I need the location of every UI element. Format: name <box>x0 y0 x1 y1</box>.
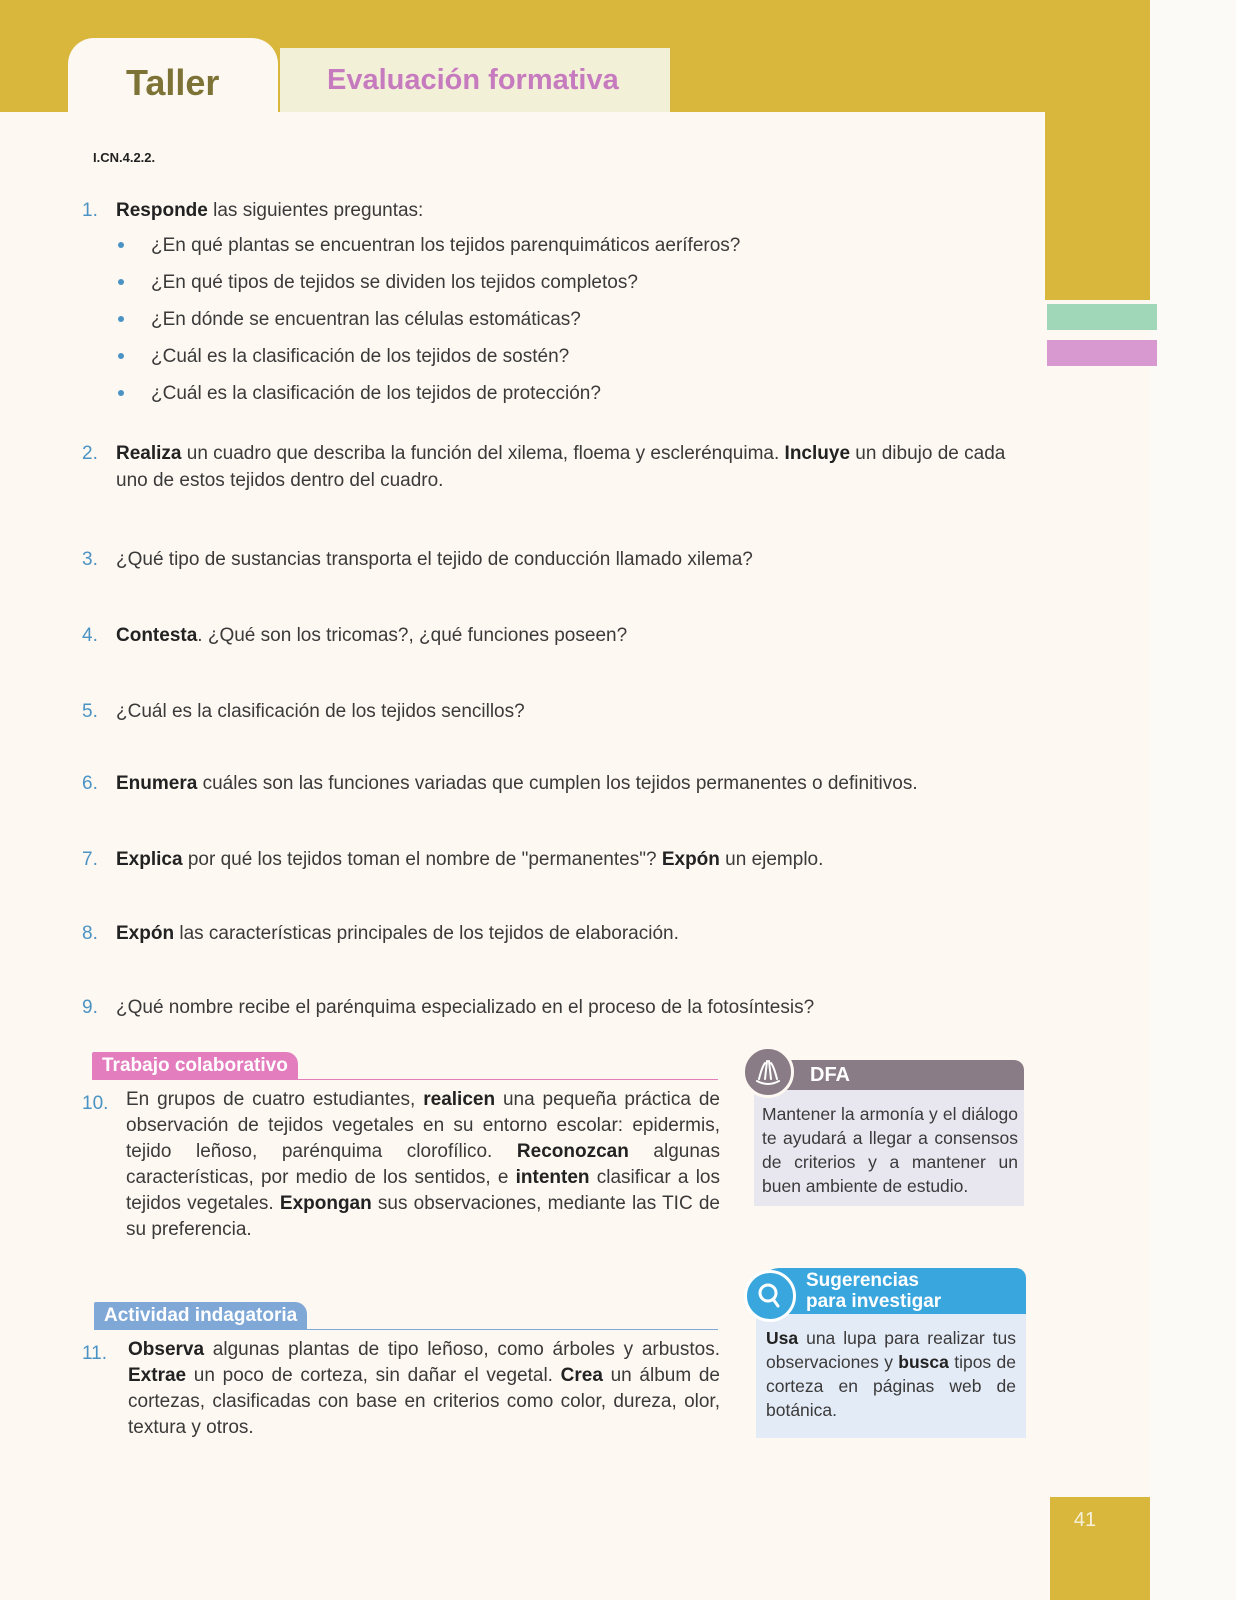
bullet-text: ¿Cuál es la clasificación de los tejidos de protección? <box>151 383 601 404</box>
question-verb: intenten <box>515 1167 590 1188</box>
collaborative-work-rule <box>92 1079 718 1080</box>
question-text: un álbum de cortezas, clasificadas con base en criterios como color, dureza, olor, textura y otros. <box>128 1365 720 1438</box>
question-number: 6. <box>82 773 98 794</box>
suggestions-text <box>766 1326 1016 1422</box>
question-verb: Explica <box>116 849 183 870</box>
question-text: sus observaciones, mediante las TIC de su preferencia. <box>126 1193 720 1240</box>
question-verb: realicen <box>423 1089 496 1110</box>
bullet-dot <box>118 242 124 248</box>
question-number: 7. <box>82 849 98 870</box>
bullet-text: ¿En dónde se encuentran las células estomáticas? <box>151 309 581 330</box>
dfa-title: DFA <box>810 1064 850 1086</box>
bullet-dot <box>118 316 124 322</box>
page-edge <box>1150 0 1236 1600</box>
inquiry-activity-rule <box>94 1329 718 1330</box>
list-item <box>118 269 818 306</box>
magnifier-icon <box>744 1270 796 1322</box>
question-verb: Responde <box>116 200 208 221</box>
question-text-2: un dibujo de cada uno de estos tejidos dentro del cuadro. <box>116 443 1006 491</box>
bullet-dot <box>118 279 124 285</box>
collaborative-work-heading: Trabajo colaborativo <box>92 1052 298 1080</box>
list-item <box>118 306 818 343</box>
question-text: las siguientes preguntas: <box>207 200 424 221</box>
question-text: ¿Qué tipo de sustancias transporta el tejido de conducción llamado xilema? <box>116 549 753 570</box>
question-verb: Reconozcan <box>516 1141 629 1162</box>
taller-label: Taller <box>126 62 220 103</box>
suggestions-title-line-1: Sugerencias <box>806 1270 919 1291</box>
bullet-text: ¿Cuál es la clasificación de los tejidos de sostén? <box>151 346 570 367</box>
list-item <box>118 232 818 269</box>
question-number: 11. <box>82 1343 108 1364</box>
page-number-box <box>1050 1497 1150 1600</box>
question-verb: Enumera <box>116 773 198 794</box>
question-number: 8. <box>82 923 98 944</box>
list-item <box>118 343 818 380</box>
question-number: 10. <box>82 1093 109 1114</box>
suggestion-verb: busca <box>898 1352 949 1372</box>
question-verb: Expón <box>116 923 175 944</box>
question-text: cuáles son las funciones variadas que cumplen los tejidos permanentes o definitivos. <box>197 773 918 794</box>
question-number: 5. <box>82 701 98 722</box>
question-text: algunas características, por medio de los sentidos, e <box>126 1141 720 1188</box>
section-title: Evaluación formativa <box>327 64 619 96</box>
bullet-dot <box>118 390 124 396</box>
question-text: . ¿Qué son los tricomas?, ¿qué funciones poseen? <box>197 625 628 646</box>
question-text: ¿Cuál es la clasificación de los tejidos sencillos? <box>116 701 525 722</box>
suggestion-text: tipos de corteza en páginas web de botánica. <box>766 1352 1016 1420</box>
taller-tab <box>68 38 278 128</box>
list-item <box>118 380 818 417</box>
question-text: un cuadro que describa la función del xilema, floema y esclerénquima. <box>181 443 785 464</box>
question-number: 3. <box>82 549 98 570</box>
question-verb: Observa <box>128 1339 205 1360</box>
bullet-text: ¿En qué tipos de tejidos se dividen los tejidos completos? <box>151 272 638 293</box>
question-verb: Crea <box>560 1365 603 1386</box>
accent-tab-green <box>1047 304 1157 330</box>
dfa-header <box>774 1060 1024 1090</box>
right-band <box>1045 0 1150 300</box>
question-text: una pequeña práctica de observación de tejidos vegetales en su entorno escolar: epidermis, tejido leñoso, parénquima clorofílico. <box>126 1089 720 1162</box>
bullet-text: ¿En qué plantas se encuentran los tejidos parenquimáticos aeríferos? <box>151 235 741 256</box>
hands-icon <box>742 1046 794 1098</box>
question-number: 2. <box>82 443 98 464</box>
question-text: algunas plantas de tipo leñoso, como árboles y arbustos. <box>204 1339 720 1360</box>
question-number: 4. <box>82 625 98 646</box>
question-verb-2: Expón <box>661 849 720 870</box>
accent-tab-pink <box>1047 340 1157 366</box>
dfa-text: Mantener la armonía y el diálogo te ayudará a llegar a consensos de criterios y a mantener un buen ambiente de estudio. <box>762 1104 1018 1196</box>
question-10-text <box>126 1087 720 1243</box>
question-verb-2: Incluye <box>784 443 851 464</box>
question-verb: Contesta <box>116 625 198 646</box>
question-number: 9. <box>82 997 98 1018</box>
evaluation-header <box>280 48 670 112</box>
question-verb: Extrae <box>128 1365 187 1386</box>
bullet-dot <box>118 353 124 359</box>
question-number: 1. <box>82 200 98 221</box>
inquiry-activity-heading: Actividad indagatoria <box>94 1302 307 1330</box>
question-text-2: un ejemplo. <box>719 849 824 870</box>
page-number: 41 <box>1073 1509 1097 1531</box>
question-text: clasificar a los tejidos vegetales. <box>126 1167 720 1214</box>
question-text: un poco de corteza, sin dañar el vegetal. <box>186 1365 561 1386</box>
question-text: por qué los tejidos toman el nombre de "permanentes"? <box>182 849 662 870</box>
question-verb: Realiza <box>116 443 182 464</box>
suggestions-box <box>756 1270 1026 1438</box>
question-text: ¿Qué nombre recibe el parénquima especializado en el proceso de la fotosíntesis? <box>116 997 815 1018</box>
question-text: En grupos de cuatro estudiantes, <box>126 1089 424 1110</box>
criterion-code: I.CN.4.2.2. <box>93 150 156 165</box>
question-11-text <box>128 1337 720 1441</box>
question-1-bullets <box>118 232 818 417</box>
dfa-box <box>754 1064 1024 1206</box>
question-text: las características principales de los tejidos de elaboración. <box>174 923 679 944</box>
suggestion-text: una lupa para realizar tus observaciones y <box>766 1328 1016 1372</box>
question-verb: Expongan <box>279 1193 372 1214</box>
suggestions-header <box>756 1268 1026 1314</box>
suggestion-verb: Usa <box>766 1328 799 1348</box>
suggestions-title-line-2: para investigar <box>806 1291 942 1312</box>
